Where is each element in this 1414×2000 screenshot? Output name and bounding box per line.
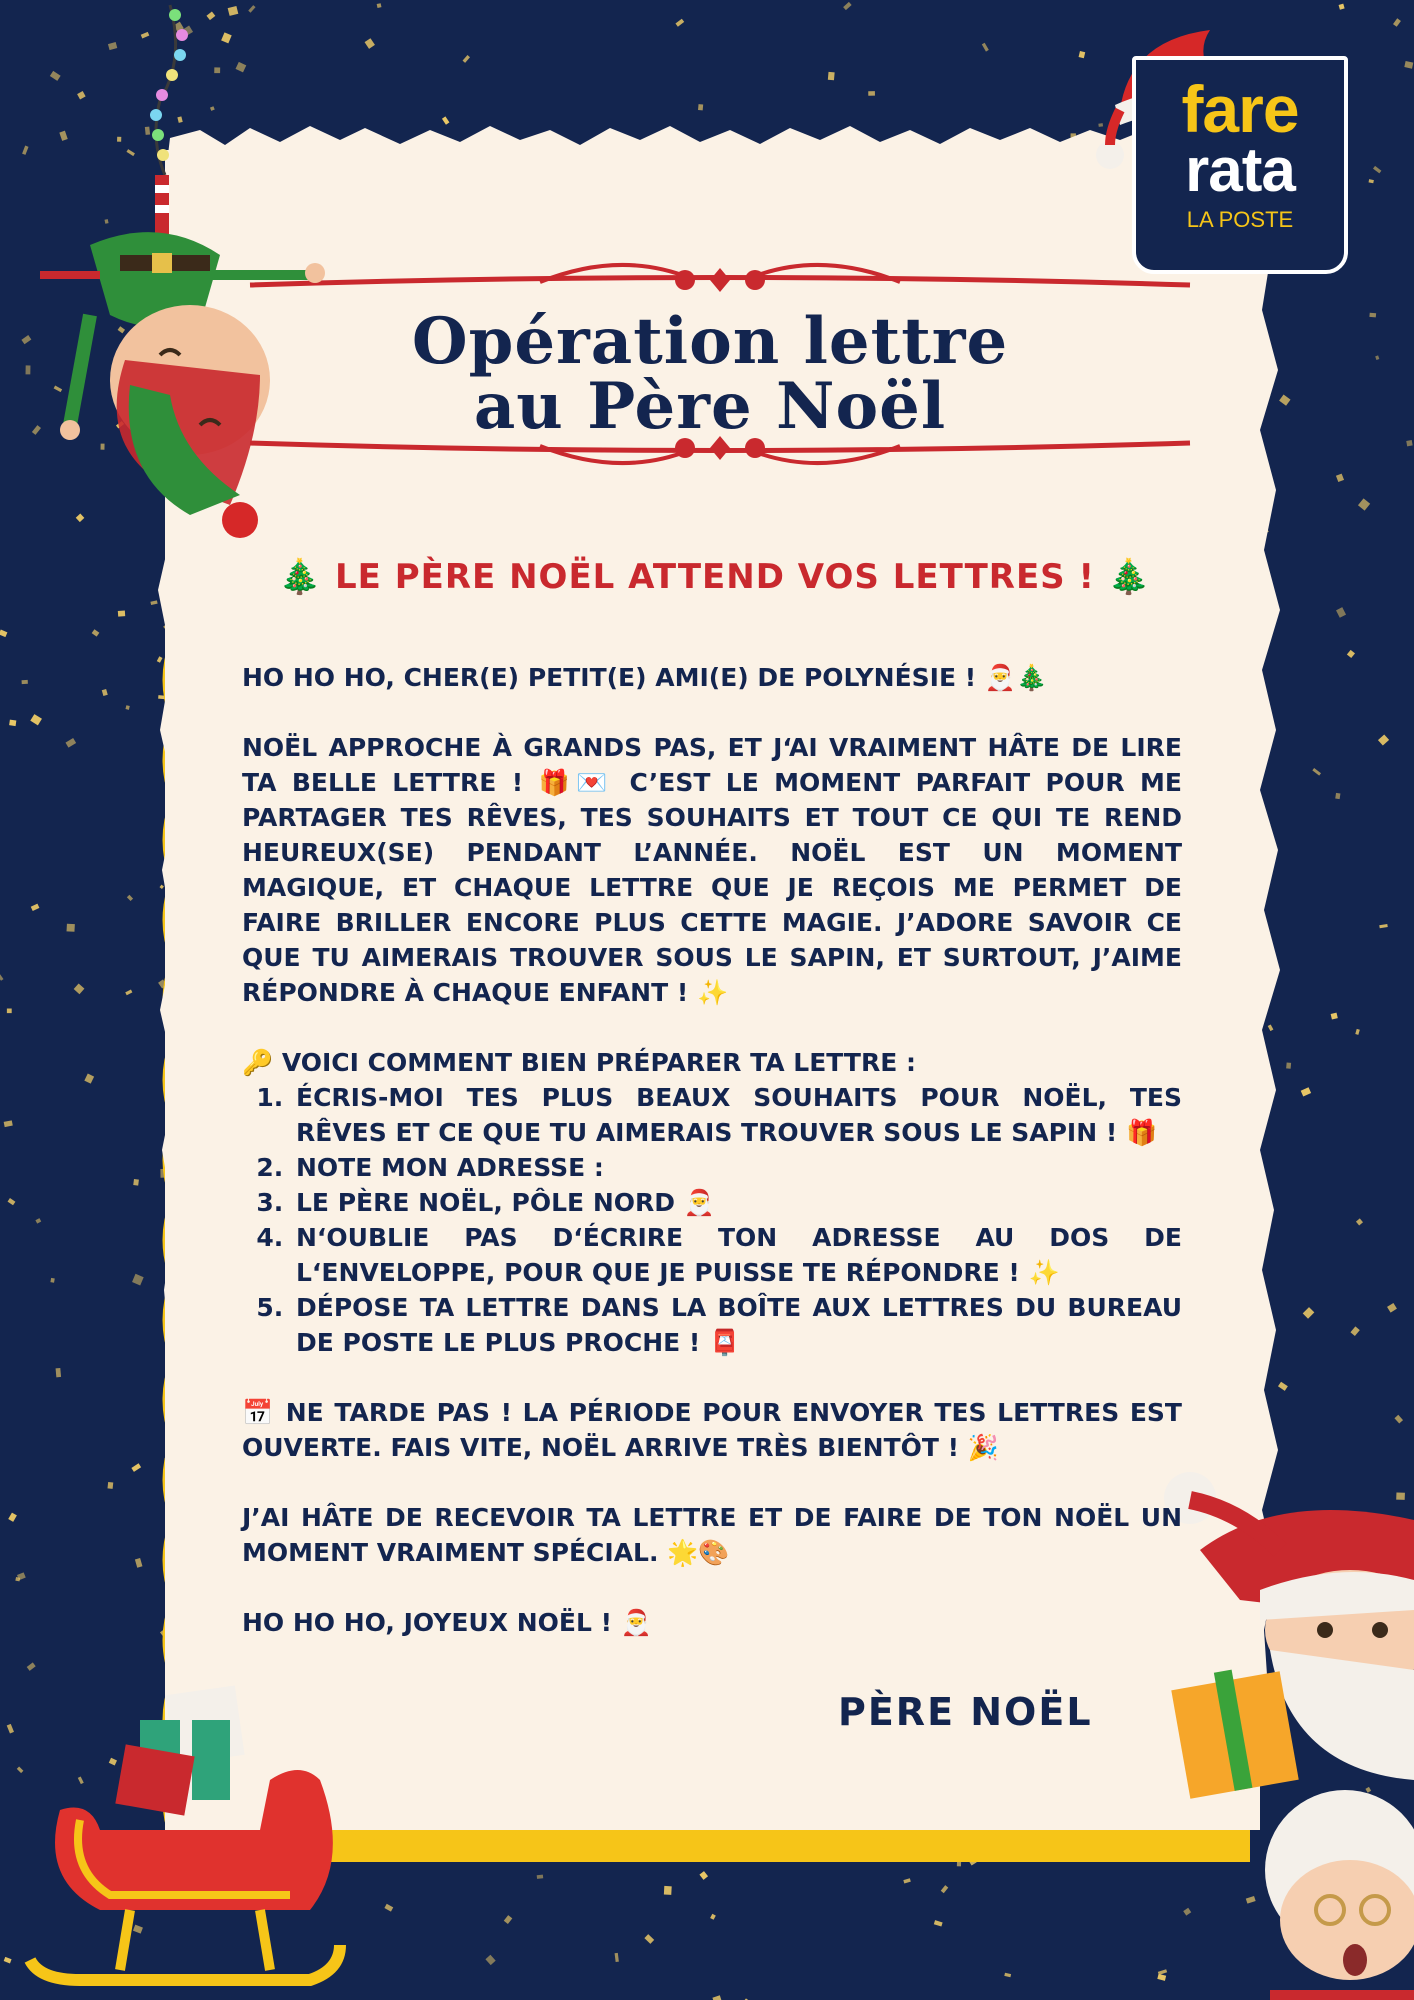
- logo-text-fare: fare: [1181, 72, 1299, 146]
- page-title-line1: Opération lettre: [411, 304, 1009, 379]
- greeting: HO HO HO, CHER(E) PETIT(E) AMI(E) DE POLYNÉSIE ! 🎅🎄: [242, 663, 1048, 692]
- intro-paragraph: NOËL APPROCHE À GRANDS PAS, ET J‘AI VRAIMENT HÂTE DE LIRE TA BELLE LETTRE ! 🎁💌 C’EST LE MOMENT PARFAIT POUR ME PARTAGER TES RÊVES, TES SOUHAITS ET TOUT CE QUI TE REND HEUREUX(SE) PENDANT L’ANNÉE. NOËL EST UN MOMENT MAGIQUE, ET CHAQUE LETTRE QUE JE REÇOIS ME PERMET DE FAIRE BRILLER ENCORE PLUS CETTE MAGIE. J’ADORE SAVOIR CE QUE TU AIMERAIS TROUVER SOUS LE SAPIN, ET SURTOUT, J’AIME RÉPONDRE À CHAQUE ENFANT ! ✨: [242, 733, 1182, 1007]
- signature: PÈRE NOËL: [838, 1690, 1093, 1734]
- logo-text-la-poste: LA POSTE: [1186, 207, 1294, 232]
- closing-paragraph: J’AI HÂTE DE RECEVOIR TA LETTRE ET DE FAIRE DE TON NOËL UN MOMENT VRAIMENT SPÉCIAL. 🌟🎨: [242, 1503, 1182, 1567]
- headline: 🎄 LE PÈRE NOËL ATTEND VOS LETTRES ! 🎄: [278, 557, 1152, 597]
- farewell: HO HO HO, JOYEUX NOËL ! 🎅: [242, 1608, 652, 1637]
- step-item: 5. DÉPOSE TA LETTRE DANS LA BOÎTE AUX LETTRES DU BUREAU DE POSTE LE PLUS PROCHE ! 📮: [292, 1290, 1182, 1360]
- steps-list: [242, 1080, 1182, 1360]
- title-ornament-top: [240, 250, 1200, 300]
- letter-body: [242, 660, 1182, 1640]
- sleigh-illustration: [20, 1680, 360, 2000]
- fare-rata-logo: [1132, 56, 1348, 274]
- step-item: 2. NOTE MON ADRESSE :: [292, 1150, 1182, 1185]
- step-item: 4. N‘OUBLIE PAS D‘ÉCRIRE TON ADRESSE AU DOS DE L‘ENVELOPPE, POUR QUE JE PUISSE TE RÉPONDRE ! ✨: [292, 1220, 1182, 1290]
- page-title-line2: au Père Noël: [473, 369, 947, 444]
- steps-title: 🔑 VOICI COMMENT BIEN PRÉPARER TA LETTRE :: [242, 1048, 917, 1077]
- logo-text-rata: rata: [1185, 136, 1295, 205]
- santa-illustration: [1160, 1470, 1414, 2000]
- string-lights: [130, 0, 210, 180]
- step-item: 1. ÉCRIS-MOI TES PLUS BEAUX SOUHAITS POUR NOËL, TES RÊVES ET CE QUE TU AIMERAIS TROUVER SOUS LE SAPIN ! 🎁: [292, 1080, 1182, 1150]
- step-item: 3. LE PÈRE NOËL, PÔLE NORD 🎅: [292, 1185, 1182, 1220]
- reminder-paragraph: 📅 NE TARDE PAS ! LA PÉRIODE POUR ENVOYER TES LETTRES EST OUVERTE. FAIS VITE, NOËL ARRIVE TRÈS BIENTÔT ! 🎉: [242, 1398, 1182, 1462]
